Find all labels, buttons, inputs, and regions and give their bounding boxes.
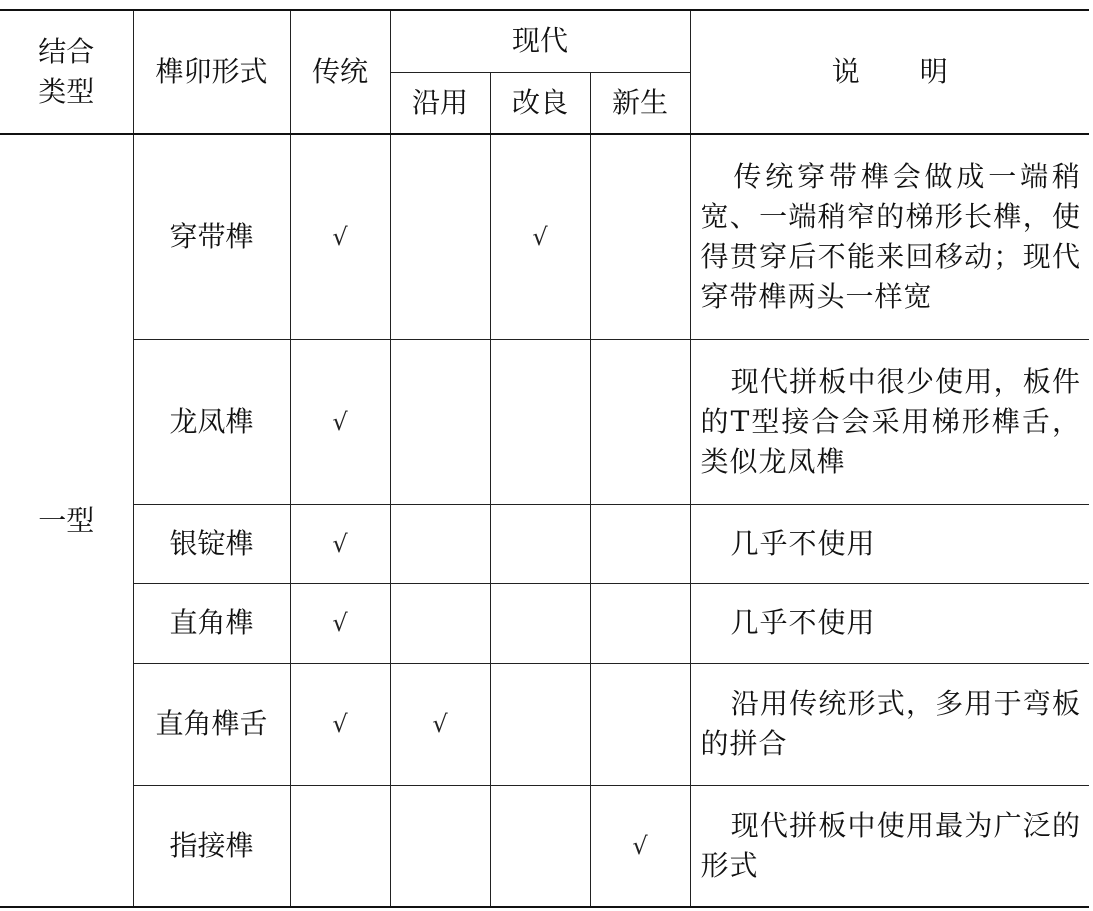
- improved-check: [490, 663, 590, 785]
- improved-check: [490, 583, 590, 663]
- tenon-form-cell: 龙凤榫: [133, 339, 290, 504]
- header-joint-type-line-2: 类型: [38, 75, 95, 108]
- continued-check: √: [390, 663, 490, 785]
- header-tenon-form: 榫卯形式: [133, 10, 290, 134]
- continued-check: [390, 134, 490, 339]
- joinery-comparison-table: [0, 9, 1089, 908]
- header-modern-new: 新生: [590, 72, 690, 134]
- note-cell: [690, 504, 1089, 583]
- table-row: [0, 339, 1089, 504]
- note-cell: [690, 583, 1089, 663]
- table-row: [0, 785, 1089, 907]
- table-row: [0, 504, 1089, 583]
- improved-check: [490, 504, 590, 583]
- improved-check: [490, 339, 590, 504]
- traditional-check: √: [290, 663, 390, 785]
- table-body: [0, 134, 1089, 907]
- note-cell: [690, 663, 1089, 785]
- note-cell: [690, 134, 1089, 339]
- note-text: 现代拼板中很少使用，板件的T型接合会采用梯形榫舌，类似龙凤榫: [700, 364, 1082, 478]
- continued-check: [390, 504, 490, 583]
- group-label-cell: 一型: [0, 134, 133, 907]
- tenon-form-cell: 穿带榫: [133, 134, 290, 339]
- new-check: [590, 583, 690, 663]
- traditional-check: √: [290, 504, 390, 583]
- new-check: [590, 504, 690, 583]
- new-check: [590, 339, 690, 504]
- header-joint-type-line-1: 结合: [38, 35, 95, 68]
- continued-check: [390, 339, 490, 504]
- new-check: √: [590, 785, 690, 907]
- continued-check: [390, 583, 490, 663]
- tenon-form-cell: 直角榫: [133, 583, 290, 663]
- header-joint-type: [0, 10, 133, 134]
- tenon-form-cell: 银锭榫: [133, 504, 290, 583]
- improved-check: √: [490, 134, 590, 339]
- note-cell: [690, 339, 1089, 504]
- header-row-1: [0, 10, 1089, 72]
- traditional-check: √: [290, 583, 390, 663]
- table-row: [0, 663, 1089, 785]
- header-notes-char-2: 明: [919, 55, 948, 88]
- traditional-check: √: [290, 339, 390, 504]
- header-notes-char-1: 说: [831, 55, 860, 88]
- table-row: [0, 583, 1089, 663]
- tenon-form-cell: 指接榫: [133, 785, 290, 907]
- new-check: [590, 134, 690, 339]
- improved-check: [490, 785, 590, 907]
- continued-check: [390, 785, 490, 907]
- table-header: [0, 10, 1089, 134]
- note-cell: [690, 785, 1089, 907]
- joinery-table-wrapper: [0, 9, 1089, 908]
- header-modern-continued: 沿用: [390, 72, 490, 134]
- note-text: 几乎不使用: [730, 526, 876, 560]
- traditional-check: √: [290, 134, 390, 339]
- note-text: 沿用传统形式，多用于弯板的拼合: [700, 687, 1082, 760]
- note-text: 传统穿带榫会做成一端稍宽、一端稍窄的梯形长榫，使得贯穿后不能来回移动；现代穿带榫两头一样宽: [700, 159, 1082, 313]
- new-check: [590, 663, 690, 785]
- header-modern-improved: 改良: [490, 72, 590, 134]
- tenon-form-cell: 直角榫舌: [133, 663, 290, 785]
- table-row: [0, 134, 1089, 339]
- note-text: 几乎不使用: [730, 606, 876, 639]
- note-text: 现代拼板中使用最为广泛的形式: [700, 808, 1082, 882]
- header-modern: 现代: [390, 10, 690, 72]
- header-traditional: 传统: [290, 10, 390, 134]
- header-notes: [690, 10, 1089, 134]
- traditional-check: [290, 785, 390, 907]
